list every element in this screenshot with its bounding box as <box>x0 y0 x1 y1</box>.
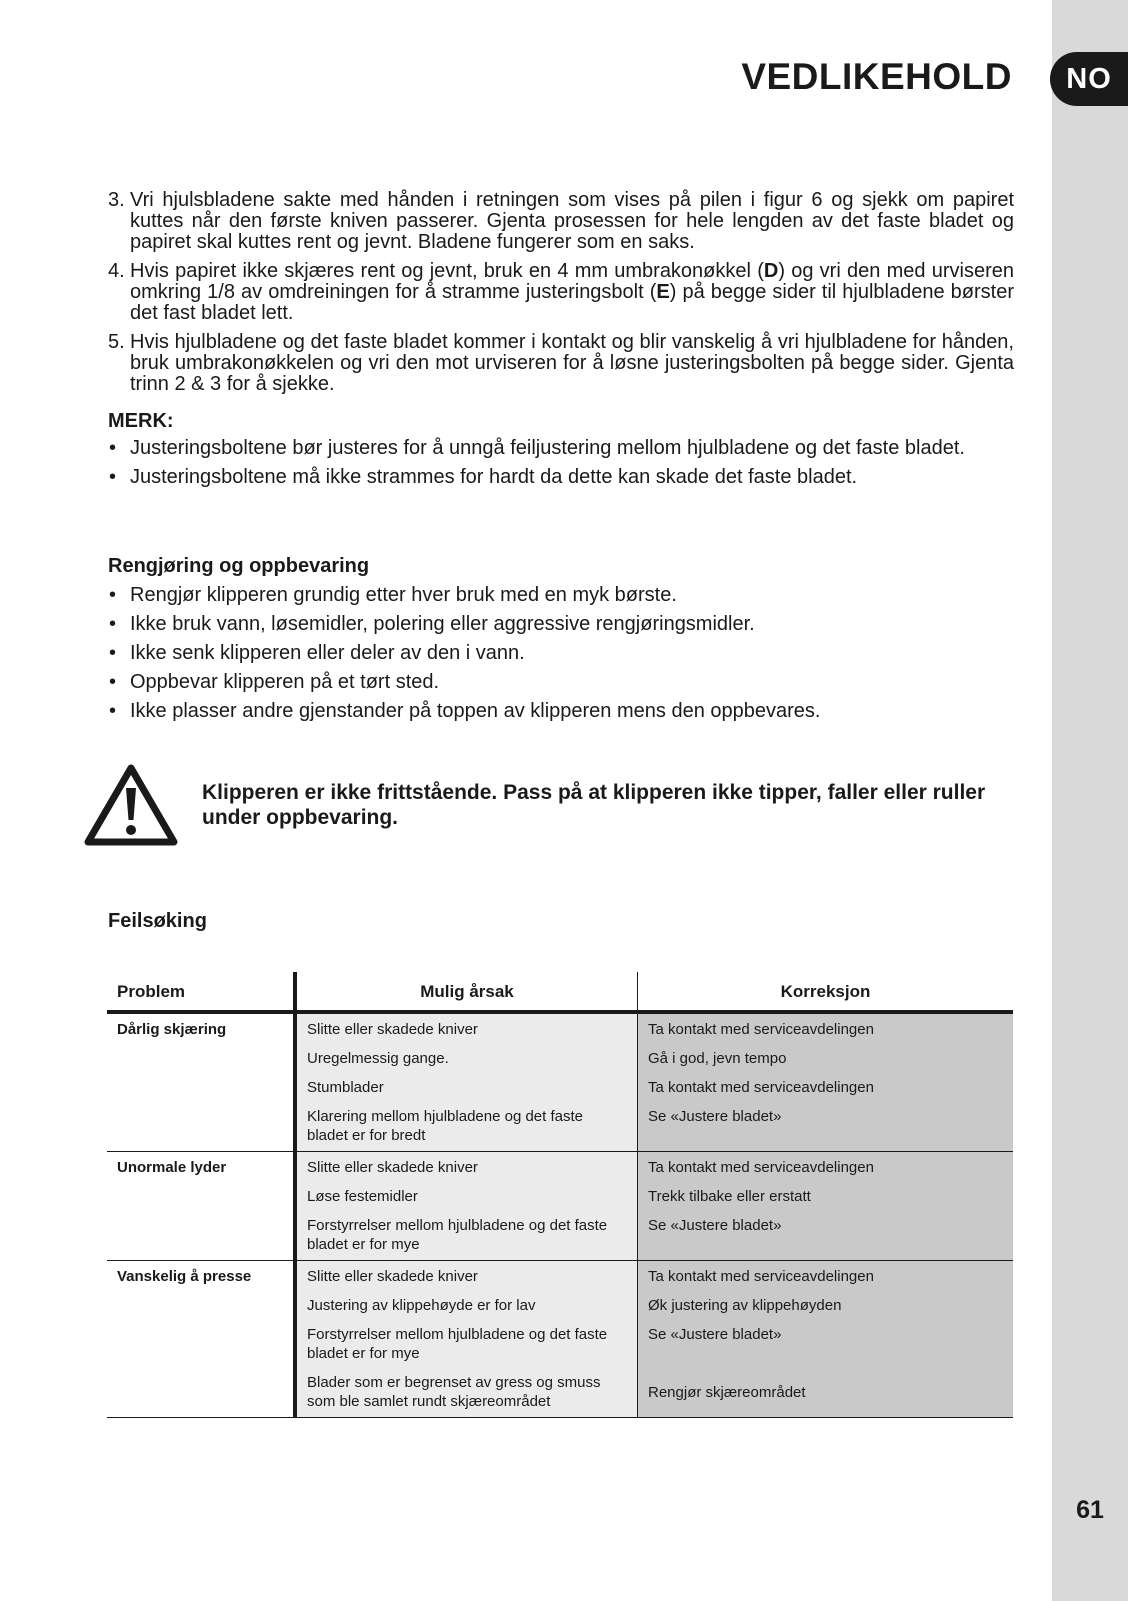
bullet-icon: • <box>109 466 117 488</box>
cleaning-section <box>108 556 1014 730</box>
step-number: 3. <box>108 189 125 211</box>
cause-cell: Justering av klippehøyde er for lav <box>295 1291 638 1320</box>
cleaning-item: • Ikke bruk vann, løsemidler, polering eller aggressive rengjøringsmidler. <box>109 613 755 635</box>
correction-cell: Se «Justere bladet» <box>638 1320 1014 1368</box>
cleaning-item: • Oppbevar klipperen på et tørt sted. <box>109 671 440 693</box>
troubleshooting-heading: Feilsøking <box>108 910 207 932</box>
table-row <box>107 1012 1013 1044</box>
correction-cell: Øk justering av klippehøyden <box>638 1291 1014 1320</box>
step-number: 4. <box>108 260 125 282</box>
bullet-icon: • <box>109 700 117 722</box>
correction-cell: Se «Justere bladet» <box>638 1211 1014 1261</box>
warning-triangle-icon <box>84 762 178 848</box>
bullet-icon: • <box>109 671 117 693</box>
cause-cell: Forstyrrelser mellom hjulbladene og det faste bladet er for mye <box>295 1320 638 1368</box>
problem-cell: Vanskelig å presse <box>107 1261 295 1418</box>
troubleshooting-table <box>107 972 1013 1418</box>
note-item: • Justeringsboltene bør justeres for å unngå feiljustering mellom hjulbladene og det faste bladet. <box>109 437 965 459</box>
part-label-e: E <box>656 281 670 303</box>
warning-text: Klipperen er ikke frittstående. Pass på at klipperen ikke tipper, faller eller ruller under oppbevaring. <box>202 781 986 829</box>
step-3 <box>108 190 1014 253</box>
cleaning-item: • Ikke plasser andre gjenstander på toppen av klipperen mens den oppbevares. <box>109 700 821 722</box>
table-row <box>107 1261 1013 1292</box>
correction-cell: Se «Justere bladet» <box>638 1102 1014 1152</box>
problem-cell: Unormale lyder <box>107 1152 295 1261</box>
cause-cell: Forstyrrelser mellom hjulbladene og det faste bladet er for mye <box>295 1211 638 1261</box>
problem-cell: Dårlig skjæring <box>107 1012 295 1152</box>
language-tab: NO <box>1050 52 1128 106</box>
correction-cell: Ta kontakt med serviceavdelingen <box>638 1261 1014 1292</box>
page-title: VEDLIKEHOLD <box>741 56 1012 97</box>
table-header-row <box>107 972 1013 1012</box>
step-number: 5. <box>108 331 125 353</box>
instructions-section <box>108 190 1014 496</box>
cause-cell: Slitte eller skadede kniver <box>295 1152 638 1183</box>
step-4 <box>108 261 1014 324</box>
correction-cell: Ta kontakt med serviceavdelingen <box>638 1012 1014 1044</box>
correction-cell: Rengjør skjæreområdet <box>638 1368 1014 1418</box>
bullet-icon: • <box>109 437 117 459</box>
bullet-icon: • <box>109 642 117 664</box>
step-text: Hvis papiret ikke skjæres rent og jevnt, bruk en 4 mm umbrakonøkkel (D) og vri den med urviseren omkring 1/8 av omdreiningen for å stramme justeringsbolt (E) på begge sider til hjulbladene børster det fast bladet lett. <box>130 260 1015 324</box>
cause-cell: Slitte eller skadede kniver <box>295 1261 638 1292</box>
cause-cell: Klarering mellom hjulbladene og det faste bladet er for bredt <box>295 1102 638 1152</box>
cause-cell: Slitte eller skadede kniver <box>295 1012 638 1044</box>
note-item: • Justeringsboltene må ikke strammes for hardt da dette kan skade det faste bladet. <box>109 466 858 488</box>
column-header-correction: Korreksjon <box>638 972 1014 1012</box>
part-label-d: D <box>763 260 779 282</box>
bullet-icon: • <box>109 613 117 635</box>
step-5 <box>108 332 1014 395</box>
step-text: Hvis hjulbladene og det faste bladet kommer i kontakt og blir vanskelig å vri hjulbladene for hånden, bruk umbrakonøkkelen og vri den mot urviseren for å løsne justeringsbolten på begge sider. Gjenta trinn 2 & 3 for å sjekke. <box>130 331 1014 395</box>
note-heading: MERK: <box>108 410 174 432</box>
page-number: 61 <box>1076 1496 1104 1524</box>
cleaning-heading: Rengjøring og oppbevaring <box>108 555 370 577</box>
cleaning-item: • Ikke senk klipperen eller deler av den i vann. <box>109 642 525 664</box>
column-header-problem: Problem <box>107 972 295 1012</box>
cleaning-item: • Rengjør klipperen grundig etter hver bruk med en myk børste. <box>109 584 677 606</box>
bullet-icon: • <box>109 584 117 606</box>
table-row <box>107 1152 1013 1183</box>
cause-cell: Uregelmessig gange. <box>295 1044 638 1073</box>
column-header-cause: Mulig årsak <box>295 972 638 1012</box>
cause-cell: Stumblader <box>295 1073 638 1102</box>
side-margin-bar <box>1052 0 1128 1601</box>
correction-cell: Gå i god, jevn tempo <box>638 1044 1014 1073</box>
step-text: Vri hjulsbladene sakte med hånden i retningen som vises på pilen i figur 6 og sjekk om papiret kuttes når den første kniven passerer. Gjenta prosessen for hele lengden av det faste bladet og papiret skal kuttes rent og jevnt. Bladene fungerer som en saks. <box>130 189 1014 253</box>
correction-cell: Ta kontakt med serviceavdelingen <box>638 1073 1014 1102</box>
cause-cell: Løse festemidler <box>295 1182 638 1211</box>
cause-cell: Blader som er begrenset av gress og smuss som ble samlet rundt skjæreområdet <box>295 1368 638 1418</box>
correction-cell: Ta kontakt med serviceavdelingen <box>638 1152 1014 1183</box>
correction-cell: Trekk tilbake eller erstatt <box>638 1182 1014 1211</box>
